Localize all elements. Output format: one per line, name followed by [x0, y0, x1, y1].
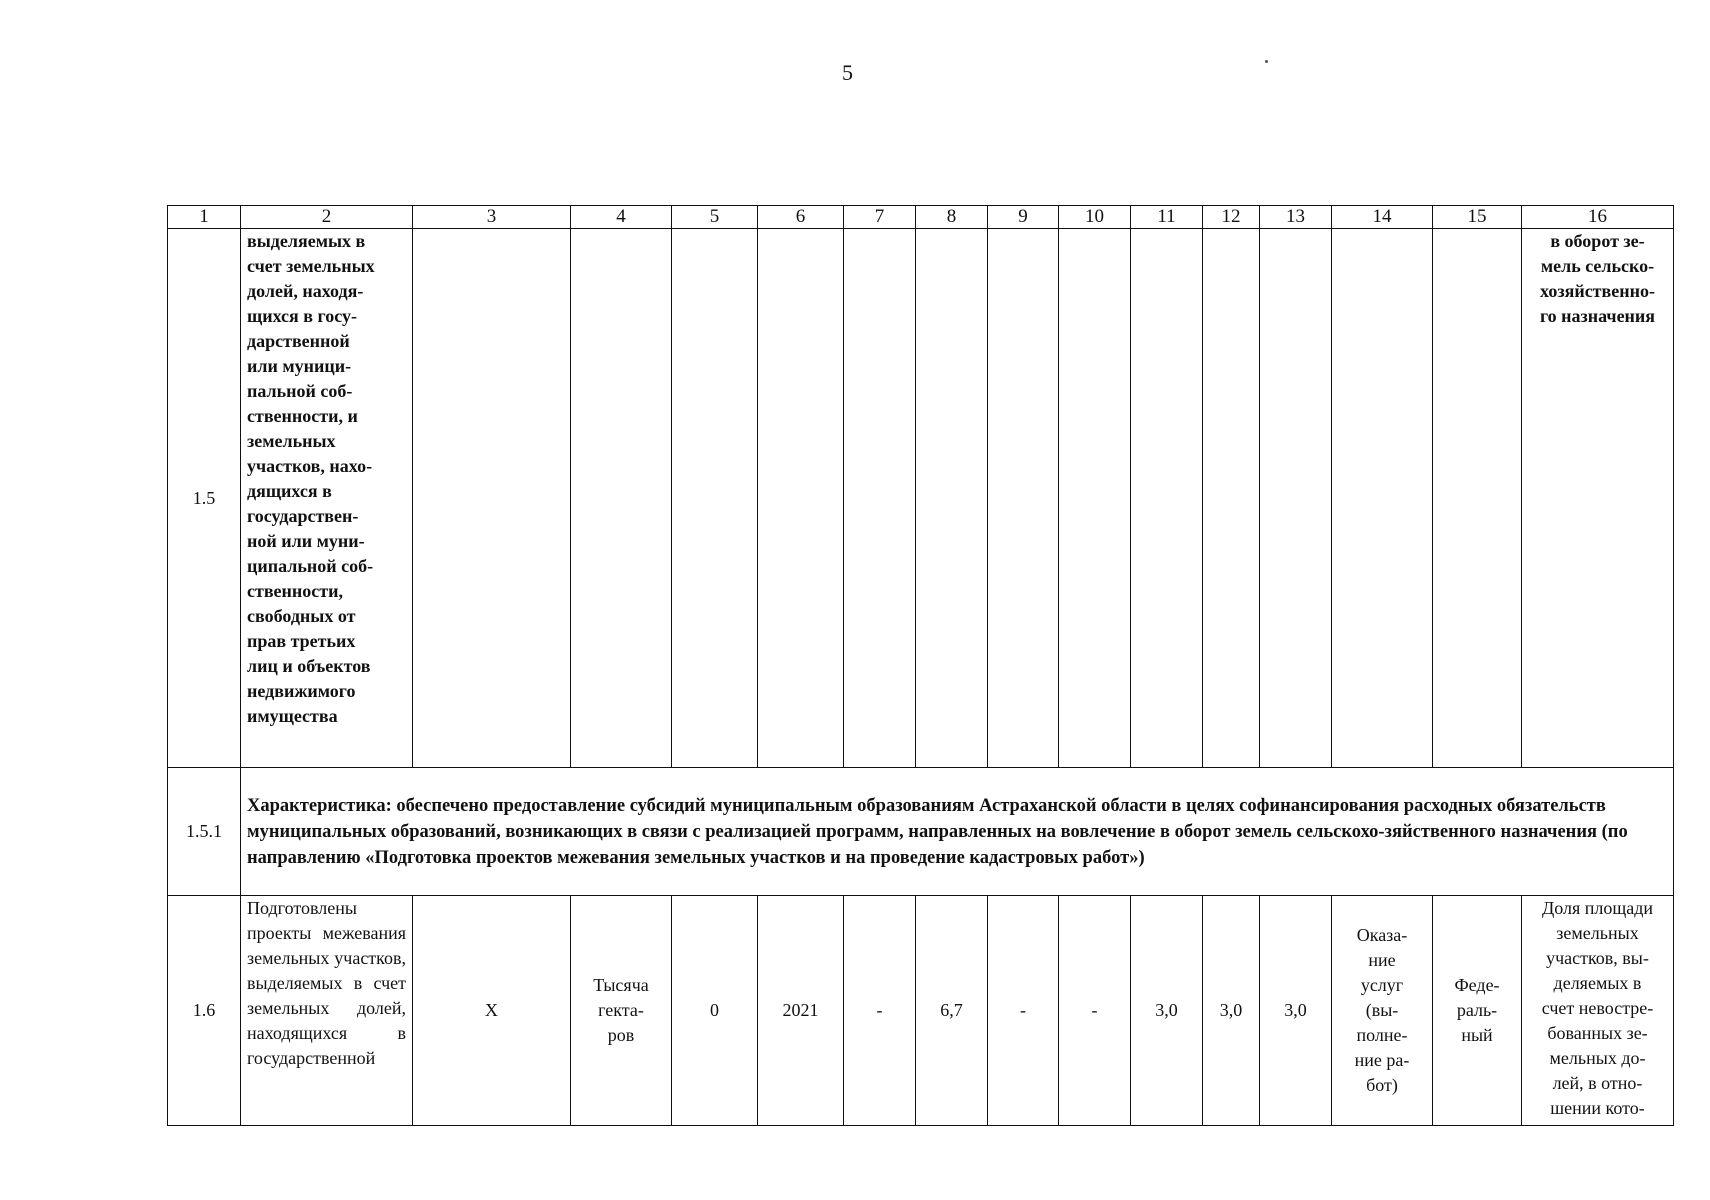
characteristic-text: Характеристика: обеспечено предоставление субсидий муниципальным образованиям Астраханской области в целях софинансирования расходных обязательств муниципальных образований, возникающих в связи с реализацией программ, направленных на вовлечение в оборот земель сельскохо-зяйственного назначения (по направлению «Подготовка проектов межевания земельных участков и на проведение кадастровых работ»)	[241, 768, 1674, 896]
row-number: 1.5.1	[168, 768, 241, 896]
empty-cell	[988, 229, 1059, 768]
empty-cell	[571, 229, 672, 768]
row-1-6-base-value: 0	[672, 896, 758, 1126]
header-cell: 8	[916, 206, 988, 229]
row-1-6-base-year: 2021	[758, 896, 844, 1126]
empty-cell	[1131, 229, 1203, 768]
row-number: 1.5	[168, 229, 241, 768]
row-1-6-level: Феде- раль- ный	[1433, 896, 1522, 1126]
header-cell: 15	[1433, 206, 1522, 229]
header-cell: 9	[988, 206, 1059, 229]
table-row-1-6	[168, 896, 1674, 1126]
program-table	[167, 205, 1674, 1126]
row-1-6-col7: -	[844, 896, 916, 1126]
row-1-6-unit: Тысяча гекта- ров	[571, 896, 672, 1126]
row-1-5-description: выделяемых в счет земельных долей, находя- щихся в госу- дарственной или муници- пальной соб- ственности, и земельных участков, нахо- дящихся в государствен- ной или муни- ципальной соб- ственности, свободных от прав третьих лиц и объектов недвижимого имущества	[241, 229, 413, 768]
header-cell: 12	[1203, 206, 1260, 229]
empty-cell	[758, 229, 844, 768]
scan-speck	[1265, 60, 1268, 63]
row-1-6-col3: X	[413, 896, 571, 1126]
header-cell: 5	[672, 206, 758, 229]
empty-cell	[916, 229, 988, 768]
empty-cell	[1203, 229, 1260, 768]
column-number-header	[168, 206, 1674, 229]
row-1-5-indicator: в оборот зе- мель сельско- хозяйственно- го назначения	[1522, 229, 1674, 768]
row-1-6-col10: -	[1059, 896, 1131, 1126]
empty-cell	[672, 229, 758, 768]
row-1-6-indicator: Доля площади земельных участков, вы- деляемых в счет невостре- бованных зе- мельных до- лей, в отно- шении кото-	[1522, 896, 1674, 1126]
header-cell: 6	[758, 206, 844, 229]
row-number: 1.6	[168, 896, 241, 1126]
header-cell: 1	[168, 206, 241, 229]
header-cell: 3	[413, 206, 571, 229]
header-cell: 13	[1260, 206, 1332, 229]
row-1-6-col12: 3,0	[1203, 896, 1260, 1126]
table-row-1-5	[168, 229, 1674, 768]
empty-cell	[844, 229, 916, 768]
row-1-6-col11: 3,0	[1131, 896, 1203, 1126]
empty-cell	[1332, 229, 1433, 768]
header-cell: 16	[1522, 206, 1674, 229]
row-1-6-col8: 6,7	[916, 896, 988, 1126]
header-cell: 10	[1059, 206, 1131, 229]
empty-cell	[1433, 229, 1522, 768]
row-1-6-type: Оказа- ние услуг (вы- полне- ние ра- бот)	[1332, 896, 1433, 1126]
row-1-6-description: Подготовлены проекты межевания земельных участков, выделяемых в счет земельных долей, находящихся в государственной	[241, 896, 413, 1126]
table-row-1-5-1	[168, 768, 1674, 896]
header-cell: 7	[844, 206, 916, 229]
empty-cell	[413, 229, 571, 768]
header-cell: 2	[241, 206, 413, 229]
empty-cell	[1260, 229, 1332, 768]
empty-cell	[1059, 229, 1131, 768]
page-number: 5	[842, 60, 853, 85]
header-cell: 14	[1332, 206, 1433, 229]
header-cell: 4	[571, 206, 672, 229]
row-1-6-col9: -	[988, 896, 1059, 1126]
row-1-6-col13: 3,0	[1260, 896, 1332, 1126]
header-cell: 11	[1131, 206, 1203, 229]
